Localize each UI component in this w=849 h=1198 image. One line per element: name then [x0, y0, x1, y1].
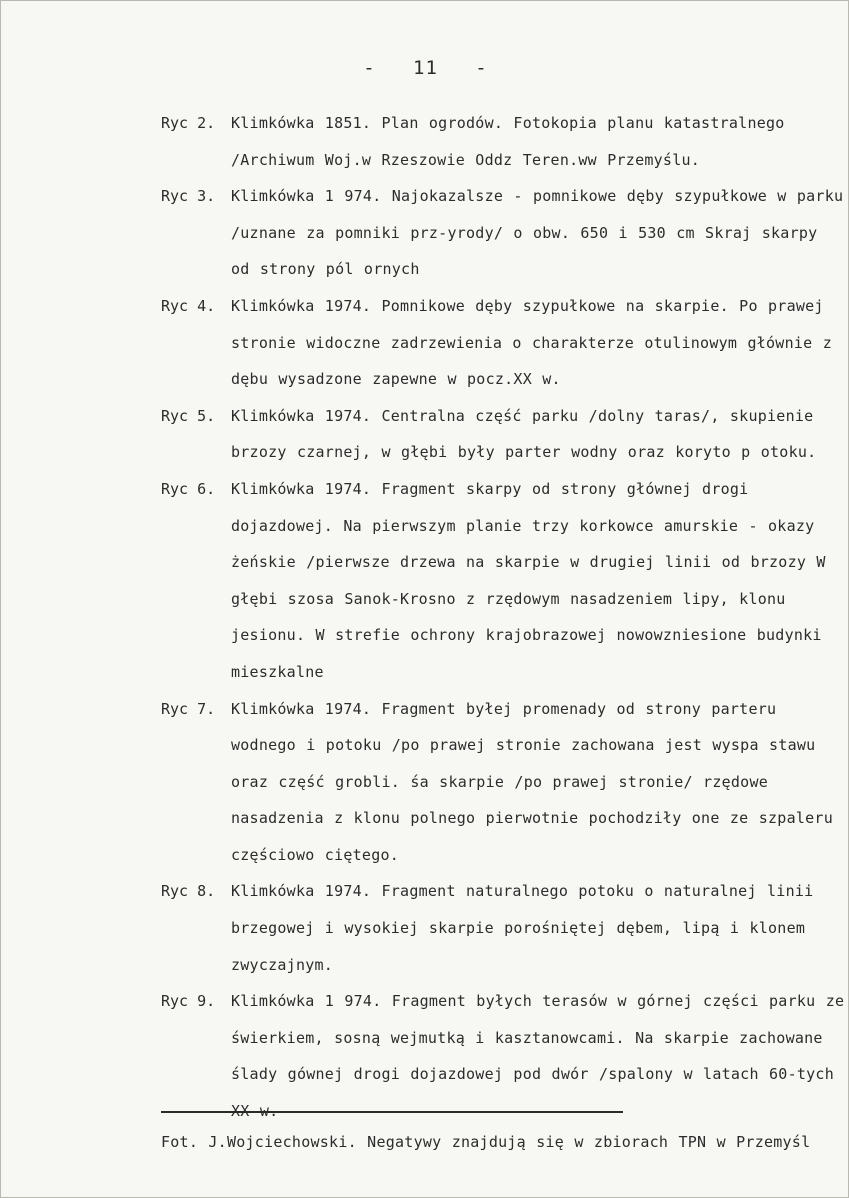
caption-label: Ryc 4. — [161, 296, 216, 315]
caption-label: Ryc 3. — [161, 187, 216, 206]
figure-caption-ryc-7 — [161, 691, 849, 874]
caption-text: Klimkówka 1 974. Najokazalsze - pomnikowe dęby szypułkowe w parku /uznane za pomniki prz-yrody/ o obw. 650 i 530 cm Skraj skarpy od strony pól ornych — [231, 187, 844, 279]
photo-credit-footnote: Fot. J.Wojciechowski. Negatywy znajdują się w zbiorach TPN w Przemyśl — [161, 1133, 811, 1151]
figure-caption-ryc-4 — [161, 288, 849, 398]
caption-text: Klimkówka 1974. Pomnikowe dęby szypułkowe na skarpie. Po prawej stronie widoczne zadrzewienia o charakterze otulinowym głównie z dębu wysadzone zapewne w pocz.XX w. — [231, 296, 832, 389]
caption-label: Ryc 8. — [161, 882, 216, 901]
figure-caption-ryc-3 — [161, 178, 849, 288]
caption-text: Klimkówka 1 974. Fragment byłych terasów w górnej części parku ze świerkiem, sosną wejmutką i kasztanowcami. Na skarpie zachowane ślady gównej drogi dojazdowej pod dwór /spalony w latach 60-tych XX w. — [231, 992, 845, 1121]
caption-label: Ryc 6. — [161, 479, 216, 498]
figure-caption-ryc-6 — [161, 471, 849, 691]
caption-label: Ryc 2. — [161, 114, 216, 132]
caption-label: Ryc 5. — [161, 406, 216, 425]
caption-text: Klimkówka 1974. Fragment naturalnego potoku o naturalnej linii brzegowej i wysokiej skarpie porośniętej dębem, lipą i klonem zwyczajnym. — [231, 882, 814, 974]
caption-text: Klimkówka 1974. Centralna część parku /dolny taras/, skupienie brzozy czarnej, w głębi były parter wodny oraz koryto p otoku. — [231, 406, 817, 462]
caption-label: Ryc 9. — [161, 992, 216, 1011]
figure-caption-ryc-8 — [161, 873, 849, 983]
caption-text: Klimkówka 1851. Plan ogrodów. Fotokopia planu katastralnego /Archiwum Woj.w Rzeszowie Oddz Teren.ww Przemyślu. — [231, 114, 785, 169]
figure-caption-list — [161, 105, 849, 1130]
footer-divider — [161, 1111, 623, 1113]
caption-text: Klimkówka 1974. Fragment skarpy od strony głównej drogi dojazdowej. Na pierwszym planie trzy korkowce amurskie - okazy żeńskie /pierwsze drzewa na skarpie w drugiej linii od brzozy W głębi szosa Sanok-Krosno z rzędowym nasadzeniem lipy, klonu jesionu. W strefie ochrony krajobrazowej nowowzniesione budynki mieszkalne — [231, 479, 826, 681]
figure-caption-ryc-9 — [161, 983, 849, 1129]
figure-caption-ryc-2 — [161, 105, 849, 178]
figure-caption-ryc-5 — [161, 398, 849, 471]
caption-label: Ryc 7. — [161, 699, 216, 718]
page-number: - 11 - — [363, 57, 488, 79]
caption-text: Klimkówka 1974. Fragment byłej promenady od strony parteru wodnego i potoku /po prawej stronie zachowana jest wyspa stawu oraz część grobli. śa skarpie /po prawej stronie/ rzędowe nasadzenia z klonu polnego pierwotnie pochodziły one ze szpaleru częściowo ciętego. — [231, 699, 833, 864]
